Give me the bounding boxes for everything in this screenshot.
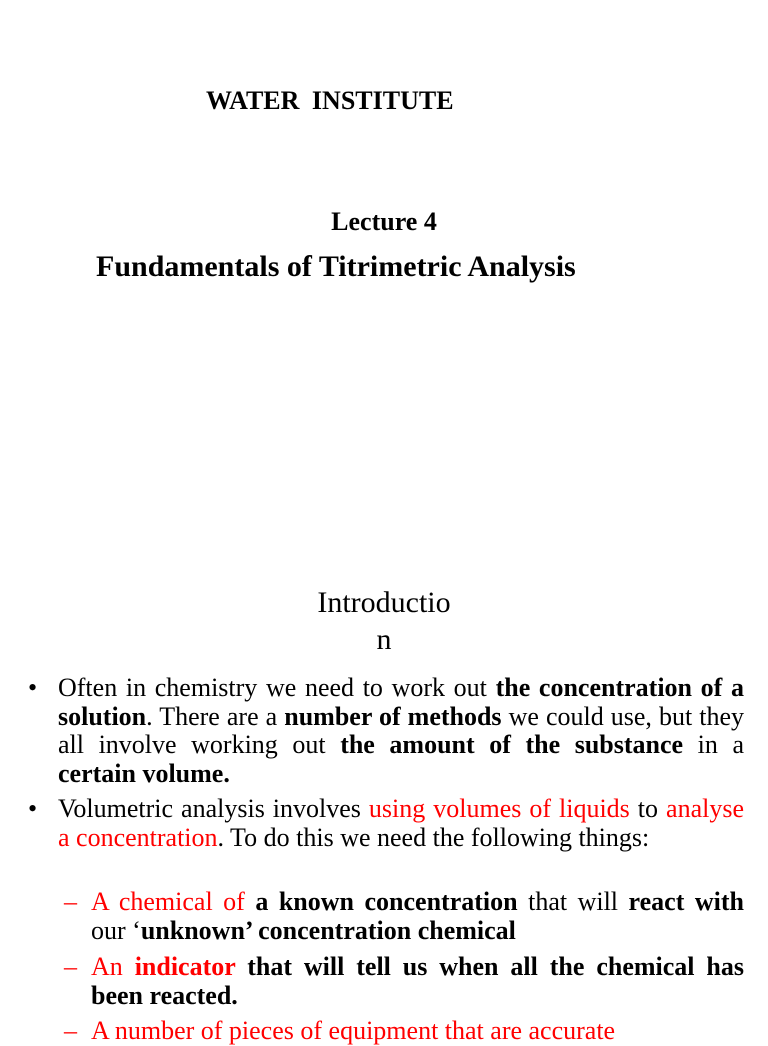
institute-name: WATER INSTITUTE [206,86,454,115]
text-run-bold-highlight: indicator [134,952,236,981]
text-run-bold: a known concentration [255,887,518,916]
text-run-bold: the concentration of a solution [58,673,744,731]
text-run-bold: react with [628,887,744,916]
text-run-bold: unknown’ concentration chemical [140,915,516,945]
text-run: . To do this we need the following things: [217,822,650,852]
sub-bullet-marker: – [64,952,77,981]
text-run: to [629,794,667,823]
text-run: in a [683,730,745,759]
lecture-number: Lecture 4 [331,207,437,236]
sub-bullet-marker: – [64,887,77,916]
section-heading-line-1: Introductio [317,586,451,619]
text-run-bold: certain volume. [58,758,230,788]
text-run-highlight: A chemical of [91,887,256,916]
lecture-title: Fundamentals of Titrimetric Analysis [96,250,576,283]
text-run: that will [517,887,629,916]
text-run: . There are a [146,701,285,731]
text-run-highlight: A number of pieces of equipment that are accurate [91,1016,616,1045]
sub-bullet-marker: – [64,1016,77,1045]
text-run: Often in chemistry we need to work out [58,673,496,702]
sub-bullet-text [91,888,744,945]
bullet-text [58,795,744,852]
bullet-marker: • [28,673,38,702]
text-run: our ‘ [91,915,141,945]
sub-bullet-text [91,953,744,1010]
text-run-bold: the amount of the substance [340,730,684,759]
text-run-bold: that will tell us when all the chemical has been reacted. [91,952,744,1010]
text-run-highlight: using volumes of liquids [368,794,630,823]
bullet-text [58,674,744,788]
bullet-marker: • [28,794,38,823]
text-run-bold: number of methods [284,701,502,731]
sub-bullet-text [91,1017,744,1046]
section-heading [0,584,768,658]
section-heading-line-2: n [376,623,392,656]
text-run: Volumetric analysis involves [58,794,369,823]
text-run-highlight: analyse a concentration [58,794,744,852]
text-run: we could use, but they all involve working out [58,701,745,759]
text-run-highlight: An [91,952,135,981]
